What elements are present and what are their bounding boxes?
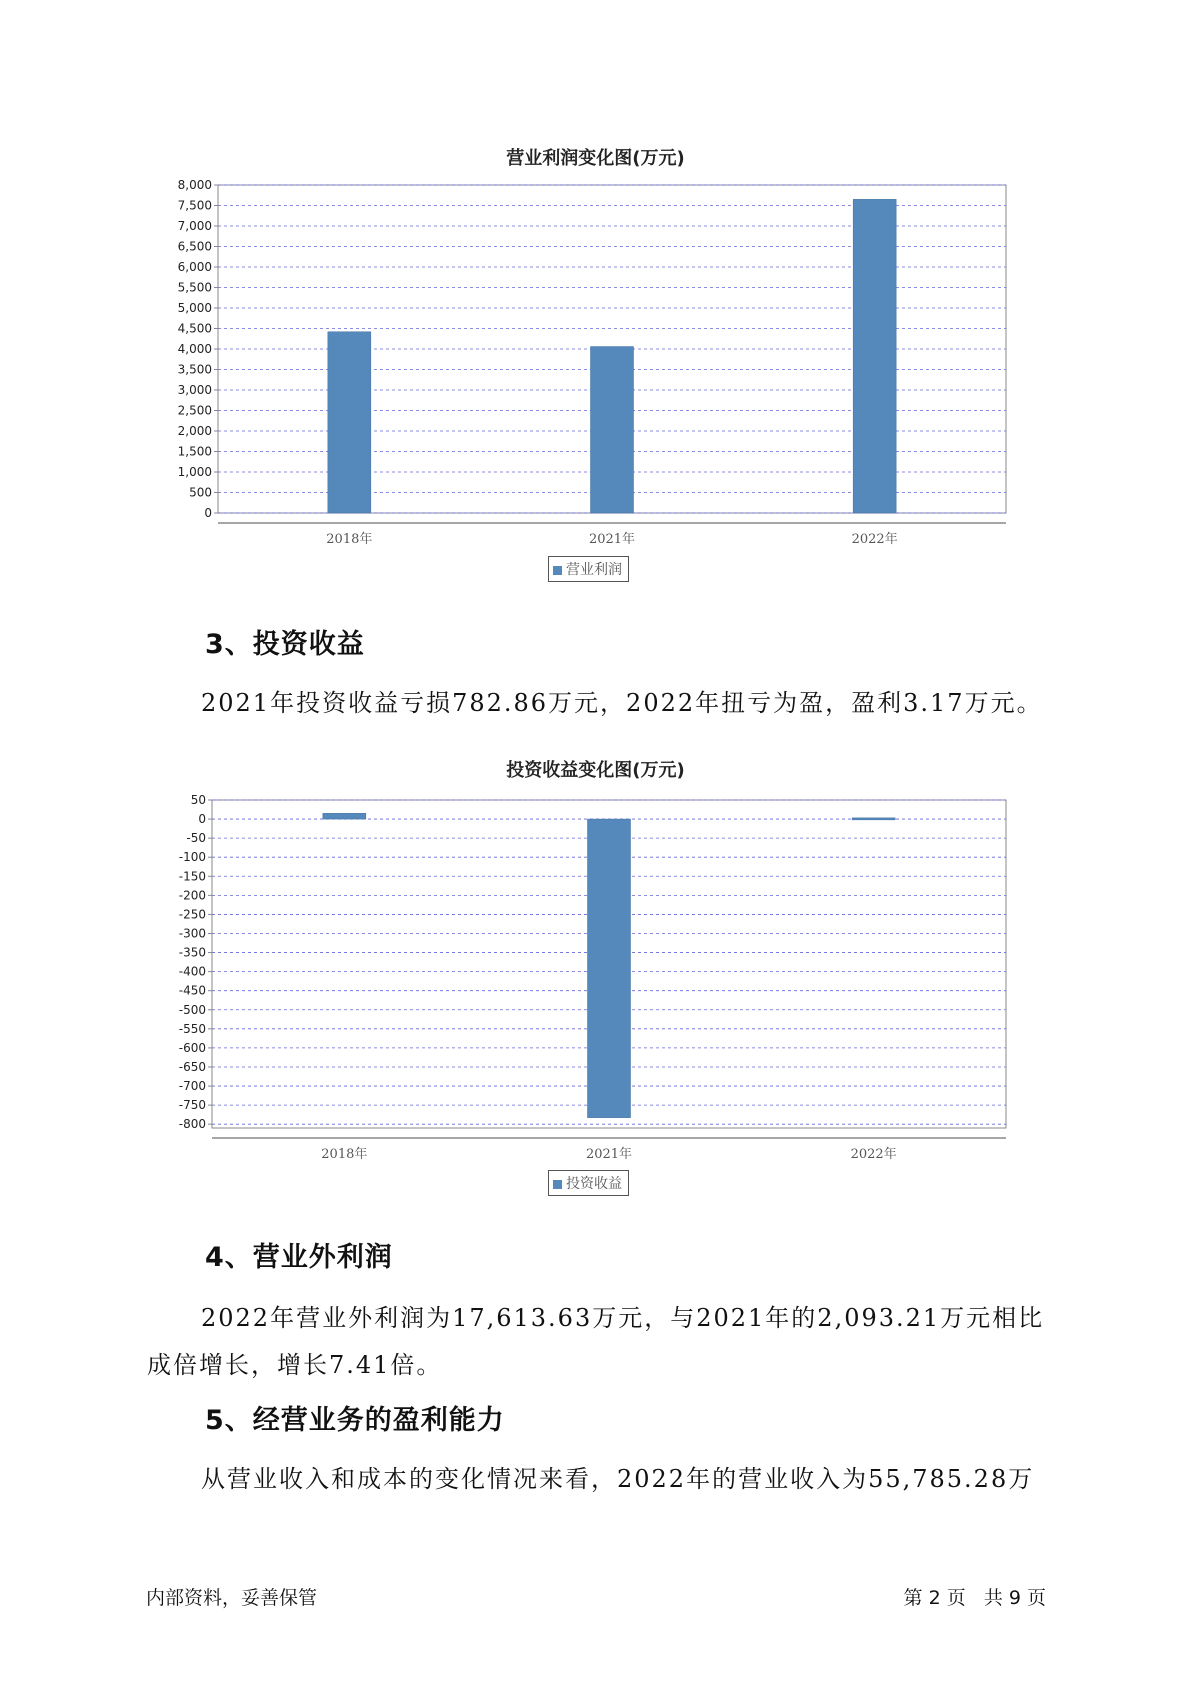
chart1-ytick-label: 3,000 <box>177 383 212 397</box>
chart1-legend-label: 营业利润 <box>566 562 622 578</box>
chart1-ytick-label: 4,000 <box>177 342 212 356</box>
chart1-ytick-label: 3,500 <box>177 362 212 377</box>
chart2-ytick-label: -550 <box>178 1021 206 1036</box>
chart2-ytick-label: -100 <box>178 850 206 865</box>
chart1-xtick-label: 2021年 <box>588 532 636 547</box>
chart2-ytick-label: -600 <box>178 1040 206 1055</box>
chart2-ytick-label: -700 <box>178 1079 206 1094</box>
chart1-ytick-label: 7,000 <box>177 219 212 233</box>
chart2-legend-label: 投资收益 <box>566 1176 622 1192</box>
chart2-legend-swatch <box>553 1180 562 1189</box>
section5-paragraph: 从营业收入和成本的变化情况来看，2022年的营业收入为55,785.28万 <box>201 1465 1035 1493</box>
chart1-ytick-label: 1,000 <box>177 465 212 479</box>
chart2-ytick-label: -500 <box>178 1002 206 1017</box>
chart1-title: 营业利润变化图(万元) <box>506 148 685 169</box>
chart2-ytick-label: -150 <box>178 869 206 884</box>
footer-page-number: 第 2 页 共 9 页 <box>903 1587 1046 1609</box>
chart2-legend <box>548 1170 629 1196</box>
section4-heading: 4、营业外利润 <box>205 1242 393 1273</box>
footer-confidential-note: 内部资料，妥善保管 <box>146 1587 318 1609</box>
chart2-ytick-label: -200 <box>178 888 206 903</box>
chart2-bar-2018年 <box>323 813 366 819</box>
chart1-xtick-label: 2022年 <box>851 532 898 547</box>
chart1-ytick-label: 5,000 <box>177 301 212 315</box>
chart2-title: 投资收益变化图(万元) <box>506 760 685 781</box>
chart1-ytick-label: 1,500 <box>177 444 212 459</box>
chart1-ytick-label: 6,000 <box>177 260 212 274</box>
chart2-ytick-label: -450 <box>178 983 206 998</box>
chart2-ytick-label: 0 <box>198 812 206 827</box>
chart1-ytick-label: 2,000 <box>177 424 212 438</box>
chart1-ytick-label: 8,000 <box>177 178 212 192</box>
chart1-ytick-label: 0 <box>204 506 212 520</box>
section3-heading: 3、投资收益 <box>205 629 365 660</box>
chart2-xtick-label: 2018年 <box>321 1147 368 1162</box>
chart2-ytick-label: 50 <box>190 793 206 807</box>
chart2-ytick-label: -800 <box>178 1117 206 1132</box>
chart2-xtick-label: 2022年 <box>850 1147 897 1162</box>
chart1-ytick-label: 500 <box>189 485 212 500</box>
chart1-ytick-label: 6,500 <box>177 239 212 254</box>
chart2-ytick-label: -300 <box>178 926 206 941</box>
chart2-ytick-label: -350 <box>178 945 206 960</box>
chart1-ytick-label: 2,500 <box>177 403 212 418</box>
chart1-ytick-label: 5,500 <box>177 280 212 295</box>
chart1-xtick-label: 2018年 <box>326 532 373 547</box>
section5-heading: 5、经营业务的盈利能力 <box>205 1405 505 1436</box>
section4-paragraph: 2022年营业外利润为17,613.63万元，与2021年的2,093.21万元相比成倍增长，增长7.41倍。 <box>147 1304 1045 1379</box>
chart2-ytick-label: -250 <box>178 907 206 922</box>
chart2-xtick-label: 2021年 <box>585 1147 633 1162</box>
chart2-bar-2021年 <box>588 819 631 1118</box>
chart1-ytick-label: 4,500 <box>177 321 212 336</box>
chart2-ytick-label: -650 <box>178 1059 206 1074</box>
chart2-ytick-label: -400 <box>178 964 206 979</box>
section3-paragraph: 2021年投资收益亏损782.86万元，2022年扭亏为盈，盈利3.17万元。 <box>201 689 1043 717</box>
chart2-bar-2022年 <box>852 818 895 820</box>
chart2-ytick-label: -750 <box>178 1098 206 1113</box>
chart1-ytick-label: 7,500 <box>177 198 212 213</box>
chart2-ytick-label: -50 <box>186 831 206 846</box>
